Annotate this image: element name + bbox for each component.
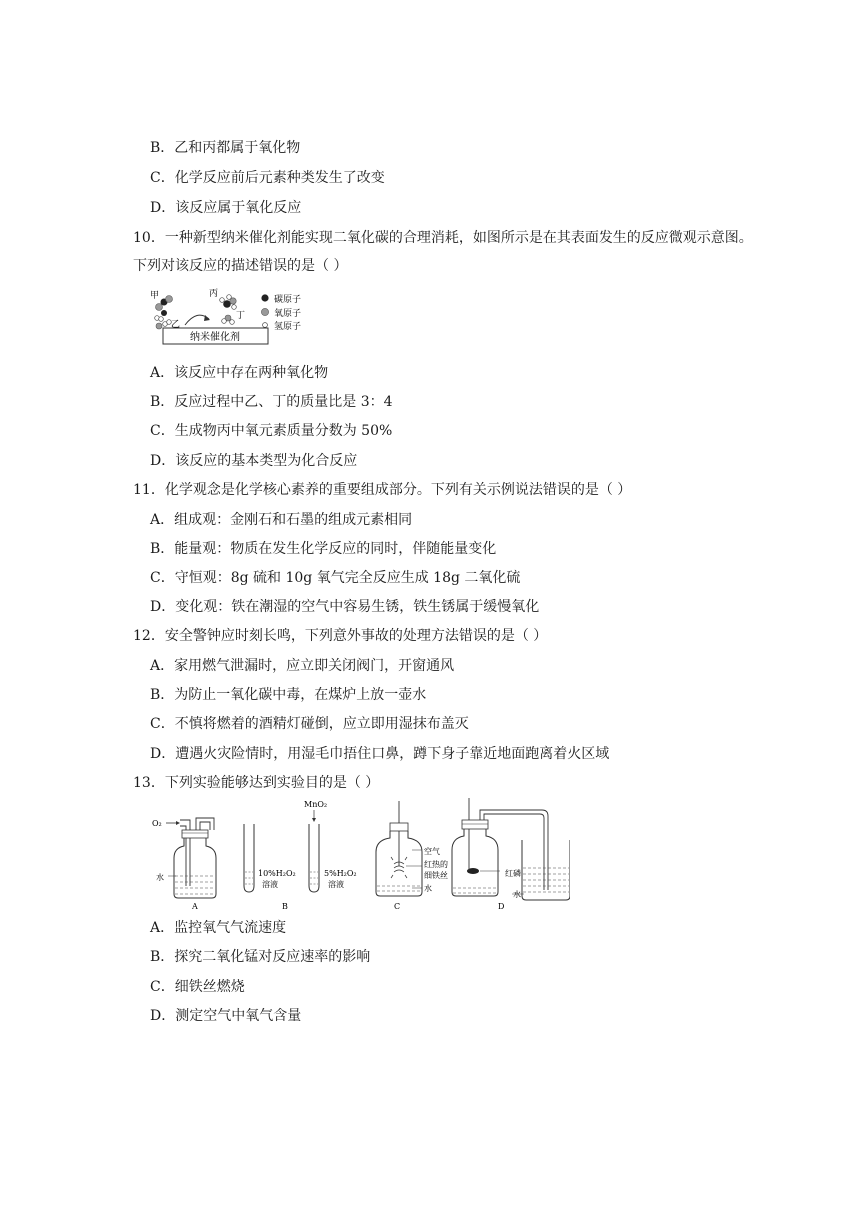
q13-option-d: D．测定空气中氧气含量 [150,1008,302,1024]
c-air-label: 空气 [424,847,440,856]
c-wire-label2: 细铁丝 [424,871,448,880]
catalyst-label: 纳米催化剂 [190,332,240,343]
q10-option-c: C．生成物丙中氧元素质量分数为 50% [150,423,393,439]
q9-option-d: D．该反应属于氧化反应 [150,200,302,216]
q13-stem: 13．下列实验能够达到实验目的是（ ） [133,775,380,791]
b-mno2-label: MnO₂ [304,800,328,809]
q9-option-b: B．乙和丙都属于氧化物 [150,140,301,156]
label-bing: 丙 [209,289,219,299]
d-water-label: 水 [513,890,521,899]
label-b: B [282,902,288,911]
q13-option-b: B．探究二氧化锰对反应速率的影响 [150,949,371,965]
q11-option-d: D．变化观：铁在潮湿的空气中容易生锈，铁生锈属于缓慢氧化 [150,599,540,615]
legend-oxygen: 氧原子 [274,309,302,319]
legend-carbon-dot [261,294,268,301]
q13-option-a: A．监控氧气气流速度 [150,920,287,936]
label-ding: 丁 [236,311,246,321]
c-wire-label1: 红热的 [424,860,448,869]
b-left-solution: 溶液 [262,880,278,889]
b-left-conc: 10%H₂O₂ [258,869,296,878]
q10-reaction-figure [145,285,315,347]
d-phosphorus-label: 红磷 [505,869,521,878]
legend-hydrogen-dot [263,323,268,328]
q11-option-a: A．组成观：金刚石和石墨的组成元素相同 [150,512,413,528]
q12-option-c: C．不慎将燃着的酒精灯碰倒，应立即用湿抹布盖灭 [150,716,469,732]
legend-carbon: 碳原子 [274,295,302,305]
q10-stem-line1: 10．一种新型纳米催化剂能实现二氧化碳的合理消耗，如图所示是在其表面发生的反应微观示意图。 [133,230,753,246]
label-jia: 甲 [150,291,160,301]
c-water-label: 水 [424,884,432,893]
legend-oxygen-dot [261,308,268,315]
q10-stem-line2: 下列对该反应的描述错误的是（ ） [133,258,348,274]
label-c: C [394,902,401,911]
q12-option-b: B．为防止一氧化碳中毒，在煤炉上放一壶水 [150,687,427,703]
a-water-label: 水 [156,873,164,882]
q12-option-d: D．遭遇火灾险情时，用湿毛巾捂住口鼻，蹲下身子靠近地面跑离着火区域 [150,746,610,762]
q11-option-b: B．能量观：物质在发生化学反应的同时，伴随能量变化 [150,541,497,557]
label-d: D [498,902,505,911]
q9-option-c: C．化学反应前后元素种类发生了改变 [150,170,385,186]
a-o2-label: O₂ [152,819,162,828]
legend-hydrogen: 氢原子 [274,322,302,332]
q11-option-c: C．守恒观：8g 硫和 10g 氧气完全反应生成 18g 二氧化硫 [150,570,521,586]
b-right-conc: 5%H₂O₂ [324,869,357,878]
q12-stem: 12．安全警钟应时刻长鸣，下列意外事故的处理方法错误的是（ ） [133,628,548,644]
q11-stem: 11．化学观念是化学核心素养的重要组成部分。下列有关示例说法错误的是（ ） [133,482,632,498]
q13-option-c: C．细铁丝燃烧 [150,979,245,995]
q10-option-d: D．该反应的基本类型为化合反应 [150,453,358,469]
q13-apparatus-figure [150,796,570,914]
q10-option-b: B．反应过程中乙、丁的质量比是 3：4 [150,394,393,410]
q12-option-a: A．家用燃气泄漏时，应立即关闭阀门，开窗通风 [150,658,455,674]
b-right-solution: 溶液 [328,880,344,889]
label-a: A [192,902,198,911]
q10-option-a: A．该反应中存在两种氧化物 [150,365,329,381]
label-yi: 乙 [171,320,181,330]
